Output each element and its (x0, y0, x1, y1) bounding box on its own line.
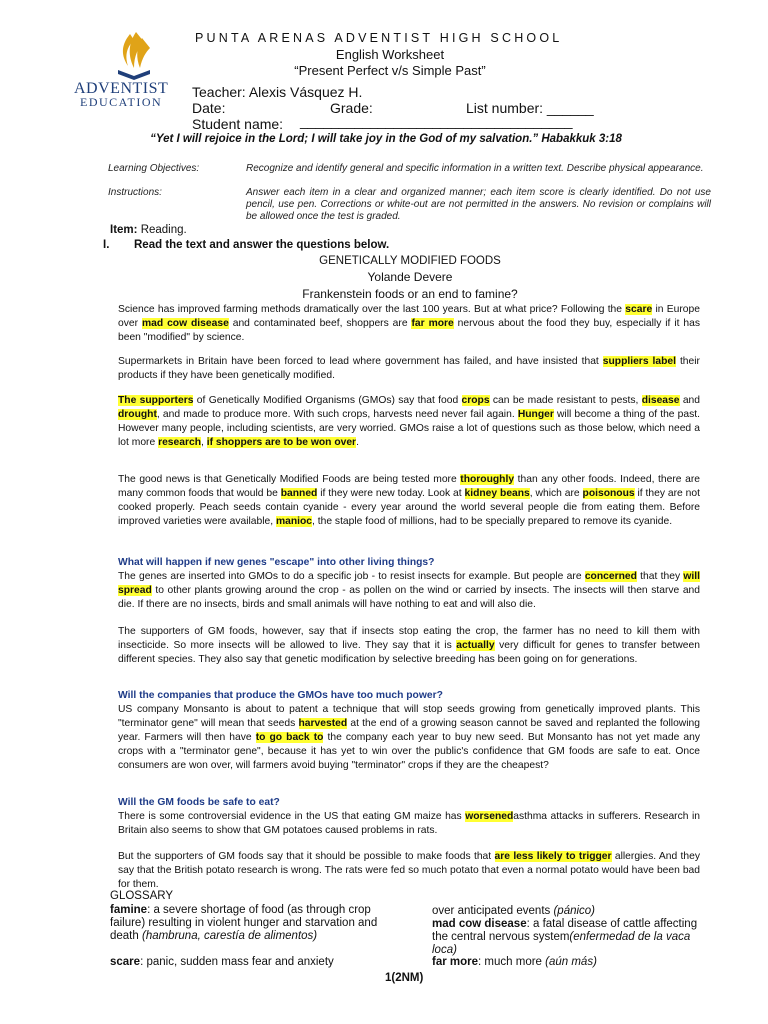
flame-bible-icon (78, 30, 190, 82)
glossary-famine: famine: a severe shortage of food (as through crop failure) resulting in violent hunger and starvation and death (hambruna, carestía de alimentos) (110, 904, 378, 942)
highlight-if-shoppers-won-over: if shoppers are to be won over (206, 437, 357, 448)
highlight-crops: crops (461, 395, 490, 406)
highlight-to-go-back-to: to go back to (255, 732, 324, 743)
logo-text-adventist: ADVENTIST (74, 80, 169, 97)
highlight-disease: disease (641, 395, 680, 406)
article-subtitle: Frankenstein foods or an end to famine? (302, 287, 518, 301)
highlight-the-supporters: The supporters (118, 395, 194, 406)
paragraph-4: The good news is that Genetically Modified Foods are being tested more thoroughly than any other foods. Indeed, there are many common foods that would be banned if they were new today. Look at kidney beans, which are poisonous if they are not cooked properly. Peach seeds contain cyanide - every year around the world several people die from eating them. Before improved varieties were available, manioc, the staple food of millions, had to be specially prepared to remove its cyanide. (118, 474, 700, 527)
student-name-label: Student name: (192, 116, 284, 132)
highlight-kidney-beans: kidney beans (464, 488, 530, 499)
question-companies-power: Will the companies that produce the GMOs have too much power? (118, 690, 443, 701)
teacher-name: Teacher: Alexis Vásquez H. (192, 84, 363, 100)
worksheet-subject: English Worksheet (335, 47, 445, 62)
section-number: I. (103, 239, 110, 251)
section-instruction: Read the text and answer the questions below. (134, 239, 390, 251)
highlight-suppliers-label: suppliers label (602, 356, 676, 367)
paragraph-5: The genes are inserted into GMOs to do a specific job - to resist insects for example. But people are concerned that they will spread to other plants growing around the crop - as pollen on the wind or carried by insects. The insects will then starve and die. If there are no insects, birds and small animals will have nothing to eat and will also die. (118, 571, 700, 610)
highlight-harvested: harvested (298, 718, 348, 729)
question-genes-escape: What will happen if new genes "escape" into other living things? (118, 557, 435, 568)
item-line (110, 224, 187, 236)
highlight-thoroughly: thoroughly (460, 474, 515, 485)
paragraph-8: There is some controversial evidence in the US that eating GM maize has worsenedasthma attacks in sufferers. Research in Britain also seems to show that GM potatoes caused problems in rats. (118, 811, 701, 836)
highlight-worsened: worsened (465, 811, 514, 822)
article-author: Yolande Devere (367, 270, 453, 284)
grade-label: Grade: (330, 100, 373, 116)
glossary-title: GLOSSARY (110, 890, 174, 902)
school-name: PUNTA ARENAS ADVENTIST HIGH SCHOOL (195, 31, 563, 45)
paragraph-3: The supporters of Genetically Modified Organisms (GMOs) say that food crops can be made resistant to pests, disease and drought, and made to produce more. With such crops, harvests need never fail again. Hunger will become a thing of the past. However many people, including scientists, are very worried. GMOs raise a lot of questions such as those below, which need a lot more research, if shoppers are to be won over. (118, 395, 701, 448)
highlight-hunger: Hunger (517, 409, 554, 420)
highlight-poisonous: poisonous (582, 488, 635, 499)
highlight-manioc: manioc (275, 516, 313, 527)
item-label: Item: (110, 224, 138, 236)
highlight-scare: scare (625, 304, 653, 315)
worksheet-topic: “Present Perfect v/s Simple Past” (294, 63, 486, 78)
article-title: GENETICALLY MODIFIED FOODS (319, 255, 501, 267)
objectives-text: Recognize and identify general and specific information in a written text. Describe physical appearance. (246, 163, 704, 174)
item-value: Reading. (140, 224, 187, 236)
highlight-less-likely-trigger: are less likely to trigger (494, 851, 612, 862)
paragraph-2: Supermarkets in Britain have been forced to lead where government has failed, and have insisted that suppliers label their products if they have been genetically modified. (118, 356, 700, 381)
list-number-label: List number: ______ (466, 100, 594, 116)
question-gm-safe: Will the GM foods be safe to eat? (118, 797, 280, 808)
student-name-blank: ___________________________________ (300, 113, 573, 129)
highlight-will-spread: will spread (118, 571, 700, 596)
highlight-drought: drought (118, 409, 157, 420)
glossary-mad-cow: mad cow disease: a fatal disease of cattle affecting the central nervous system(enfermedad de la vaca loca) (432, 918, 698, 956)
paragraph-9: But the supporters of GM foods say that it should be possible to make foods that are less likely to trigger allergies. And they say that the British potato research is wrong. The rats were fed so much potato that even a normal potato would have been bad for them. (118, 851, 700, 890)
paragraph-6: The supporters of GM foods, however, say that if insects stop eating the crop, the farmer has no need to kill them with insecticide. So more insects will be allowed to live. They say that it is actually very difficult for genes to transfer between different species. They also say that genetic modification by selective breeding has been going on for generations. (118, 626, 700, 665)
instructions-label: Instructions: (108, 187, 162, 198)
highlight-mad-cow-disease: mad cow disease (141, 318, 229, 329)
highlight-far-more: far more (411, 318, 454, 329)
instructions-text: Answer each item in a clear and organized manner; each item score is clearly identified. Do not use pencil, use pen. Corrections or white-out are not permitted in the answers. No revision or complains will be allowed once the test is graded. (246, 187, 711, 222)
glossary-scare: scare: panic, sudden mass fear and anxiety (110, 956, 334, 968)
date-label: Date: (192, 100, 226, 116)
bible-verse: “Yet I will rejoice in the Lord; I will take joy in the God of my salvation.” Habakkuk 3:18 (150, 133, 622, 145)
paragraph-7: US company Monsanto is about to patent a technique that will stop seeds growing from genetically improved plants. This "terminator gene" will mean that seeds harvested at the end of a growing season cannot be saved and replanted the following year. Farmers will then have to go back to the company each year to buy new seed. But Monsanto has not yet made any crops with a "terminator gene", because it has yet to win over the public's confidence that GM foods are safe to eat. Once consumers are won over, will farmers avoid buying "terminator" crops if they are the cheapest? (118, 704, 700, 771)
glossary-scare-continued: over anticipated events (pánico) (432, 905, 596, 917)
highlight-banned: banned (280, 488, 318, 499)
paragraph-1: Science has improved farming methods dramatically over the last 100 years. But at what price? Following the scare in Europe over mad cow disease and contaminated beef, shoppers are far more nervous about the food they buy, especially if it has been "modified" by science. (118, 304, 701, 343)
highlight-actually: actually (456, 640, 495, 651)
highlight-research: research (158, 437, 201, 448)
glossary-far-more: far more: much more (aún más) (432, 956, 597, 968)
logo-text-education: EDUCATION (80, 95, 163, 109)
highlight-concerned: concerned (584, 571, 637, 582)
objectives-label: Learning Objectives: (108, 163, 200, 174)
page-number: 1(2NM) (385, 972, 424, 984)
